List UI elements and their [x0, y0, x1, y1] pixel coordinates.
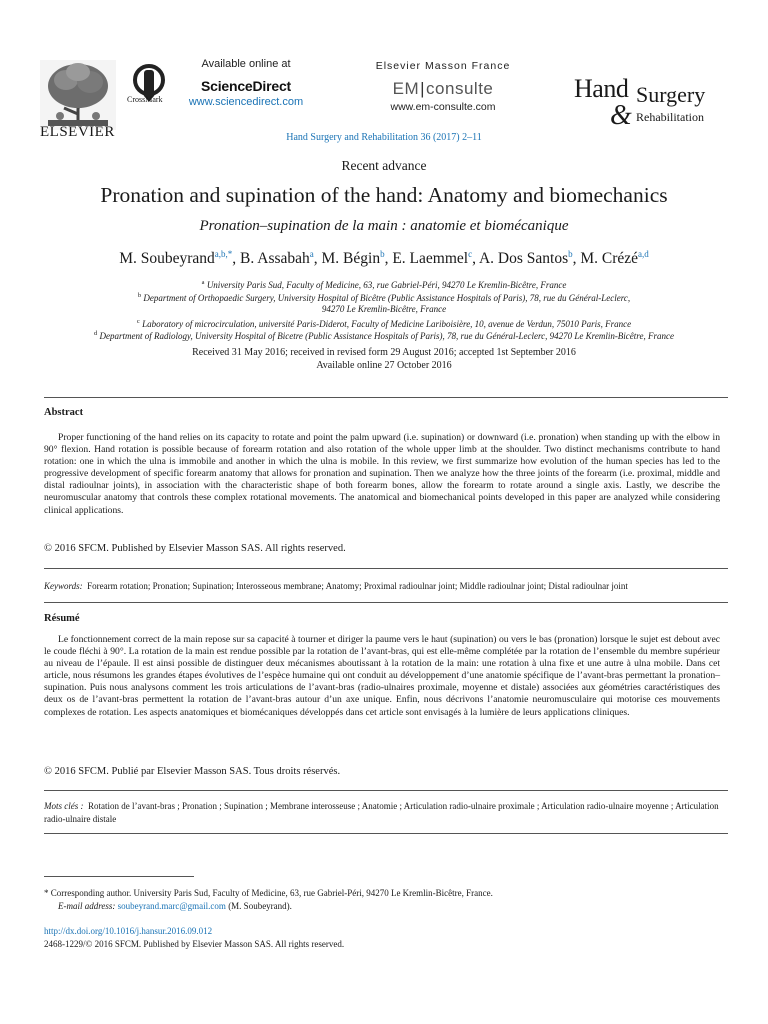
mots-cles-list: Rotation de l’avant-bras ; Pronation ; Supination ; Membrane interosseuse ; Anatomie ; Articulation radio-ulnaire proximale ; Articulation radio-ulnaire moyenne ; Articulation radio-ulnaire distale — [44, 801, 719, 824]
article-category: Recent advance — [341, 158, 427, 173]
keywords-list: Forearm rotation; Pronation; Supination; Interosseous membrane; Anatomy; Proximal radioulnar joint; Middle radioulnar joint; Distal radioulnar joint — [87, 581, 628, 591]
affiliation-text: Department of Orthopaedic Surgery, University Hospital of Bicêtre (Public Assistance Hospitals of Paris), 78, rue du Général-Leclerc, — [143, 293, 631, 303]
affiliation-sup: c — [136, 318, 140, 325]
elsevier-wordmark: ELSEVIER — [40, 124, 115, 140]
keywords-rule — [44, 568, 728, 569]
author-list — [0, 249, 768, 268]
author-separator: , — [384, 250, 393, 268]
logo-ampersand: & — [610, 100, 632, 131]
author-name: M. Crézé — [580, 250, 639, 268]
article-title: Pronation and supination of the hand: Anatomy and biomechanics — [100, 183, 668, 207]
author-name: A. Dos Santos — [478, 250, 569, 268]
email-link[interactable]: soubeyrand.marc@gmail.com — [117, 901, 226, 911]
author-name: M. Soubeyrand — [119, 250, 215, 268]
author-affiliation-sup[interactable]: a — [309, 249, 314, 259]
footnote-rule — [44, 876, 194, 877]
author-separator: , — [572, 250, 581, 268]
email-label: E-mail address: — [58, 901, 116, 911]
affiliation-text: Department of Radiology, University Hospital of Bicetre (Public Assistance Hospitals of Paris), 78, rue du Général-Leclerc, 94270 Le Kremlin-Bicêtre, France — [99, 331, 674, 341]
emconsulte-link[interactable]: www.em-consulte.com — [390, 101, 496, 113]
affiliation-b-cont — [0, 304, 768, 314]
sciencedirect-available: Available online at — [201, 58, 291, 70]
issn-copyright: 2468-1229/© 2016 SFCM. Published by Elsevier Masson SAS. All rights reserved. — [44, 939, 345, 949]
corresponding-author-note: * Corresponding author. University Paris Sud, Faculty of Medicine, 63, rue Gabriel-Péri, 94270 Le Kremlin-Bicêtre, France. — [44, 888, 493, 898]
mots-cles-bottom-rule — [44, 833, 728, 834]
author-name: E. Laemmel — [392, 250, 469, 268]
mots-cles-line — [44, 800, 734, 826]
author-name: B. Assabah — [240, 250, 310, 268]
resume-copyright: © 2016 SFCM. Publié par Elsevier Masson SAS. Tous droits réservés. — [44, 766, 341, 777]
doi-link[interactable]: http://dx.doi.org/10.1016/j.hansur.2016.09.012 — [44, 926, 213, 936]
mots-cles-rule — [44, 790, 728, 791]
emconsulte-logo — [368, 79, 518, 99]
affiliation-c — [0, 318, 768, 329]
author-affiliation-sup[interactable]: b — [568, 249, 573, 259]
affiliation-sup: d — [94, 330, 98, 337]
received-dates: Received 31 May 2016; received in revised form 29 August 2016; accepted 1st September 2016 — [192, 347, 576, 358]
mots-cles-label: Mots clés : — [44, 801, 84, 811]
author-separator: , — [472, 250, 479, 268]
abstract-top-rule — [44, 397, 728, 398]
email-line — [58, 901, 292, 911]
sciencedirect-link[interactable]: www.sciencedirect.com — [188, 96, 304, 108]
logo-rehabilitation: Rehabilitation — [636, 110, 704, 124]
crossmark-label: CrossMark — [127, 95, 163, 104]
keywords-line — [44, 580, 734, 593]
affiliation-sup: a — [201, 279, 205, 286]
article-subtitle: Pronation–supination de la main : anatomie et biomécanique — [199, 218, 569, 234]
affiliation-text: 94270 Le Kremlin-Bicêtre, France — [321, 304, 447, 314]
abstract-text: Proper functioning of the hand relies on its capacity to rotate and point the palm upward (i.e. supination) or downward (i.e. pronation) when standing up with the elbow in 90° flexion. Hand rotation is possible because of forearm rotation and also rotation of the whole upper limb at the shoulder. Two distinct mechanisms contribute to hand rotation: one in which the ulna is immobile and another in which the ulna is mobile. In this review, we first summarize how evolution of the human species has led to the progressive development of specific forearm anatomy that allows for pronation and supination. Then we analyze how the three joints of the forearm (i.e. proximal, middle and distal radioulnar joints), in association with the characteristic shape of both forearm bones, allow the forearm to rotate around a single axis. Lastly, we describe the neuromuscular anatomy that controls these complex rotational movements. The anatomical and biomechanical points developed in this paper are analyzed while considering clinical applications. — [44, 432, 720, 516]
sciencedirect-block — [176, 58, 316, 108]
emconsulte-block — [368, 60, 518, 113]
author-affiliation-sup[interactable]: a,d — [638, 249, 649, 259]
available-online-date: Available online 27 October 2016 — [316, 360, 452, 371]
emconsulte-logo-consulte: consulte — [426, 79, 494, 98]
hand-surgery-rehab-logo — [574, 74, 724, 140]
keywords-label: Keywords: — [44, 581, 83, 591]
emconsulte-logo-em: EM — [392, 79, 420, 98]
email-owner: (M. Soubeyrand). — [228, 901, 292, 911]
logo-surgery: Surgery — [636, 82, 706, 107]
affiliation-b — [0, 292, 768, 303]
author-affiliation-sup[interactable]: c — [468, 249, 473, 259]
affiliation-text: University Paris Sud, Faculty of Medicine, 63, rue Gabriel-Péri, 94270 Le Kremlin-Bicêtre, France — [206, 280, 567, 290]
author-affiliation-sup[interactable]: b — [380, 249, 385, 259]
affiliation-sup: b — [137, 292, 142, 299]
author-separator: , — [313, 250, 322, 268]
abstract-heading: Abstract — [44, 407, 84, 418]
author-affiliation-sup[interactable]: a,b,* — [214, 249, 233, 259]
author-name: M. Bégin — [321, 250, 381, 268]
emconsulte-logo-separator: | — [420, 79, 426, 98]
journal-citation[interactable]: Hand Surgery and Rehabilitation 36 (2017) 2–11 — [286, 132, 482, 143]
abstract-copyright: © 2016 SFCM. Published by Elsevier Masson SAS. All rights reserved. — [44, 543, 346, 554]
resume-top-rule — [44, 602, 728, 603]
resume-text: Le fonctionnement correct de la main repose sur sa capacité à tourner et diriger la paume vers le haut (supination) ou vers le bas (pronation) lorsque le sujet est debout avec le coude fléchi à 90°. La rotation de la main est rendue possible par la rotation de l’avant-bras, qui est elle-même complétée par la rotation de l’ensemble du membre supérieur au niveau de l’épaule. Il est ainsi possible de distinguer deux mécanismes aboutissant à la rotation de la main: une rotation à ulna fixe et une autre à ulna mobile. Dans cet article, nous résumons les grandes étapes évolutives de l’espèce humaine qui ont conduit au développement d’une anatomie spécifique de l’avant-bras permettant la pronation–supination. Puis nous analysons comment les trois articulations de l’avant-bras (radio-ulnaires proximale, moyenne et distale) associées aux géométries caractéristiques des deux os de l’avant-bras permettent la rotation de l’avant-bras autour d’un axe unique. Enfin, nous décrivons l’anatomie neuromusculaire qui motorise ces mouvements complexes de rotation. Les aspects anatomiques et biomécaniques développés dans cet article sont envisagés à la lumière de leurs applications cliniques. — [44, 634, 720, 718]
sciencedirect-name: ScienceDirect — [200, 78, 291, 94]
resume-heading: Résumé — [44, 613, 80, 624]
affiliation-d — [0, 330, 768, 341]
emconsulte-publisher: Elsevier Masson France — [375, 60, 511, 72]
affiliation-text: Laboratory of microcirculation, université Paris-Diderot, Faculty of Medicine Lariboisière, 10, avenue de Verdun, 75010 Paris, France — [142, 319, 632, 329]
author-separator: , — [232, 250, 241, 268]
logo-hand: Hand — [574, 74, 629, 103]
affiliation-a — [0, 279, 768, 290]
